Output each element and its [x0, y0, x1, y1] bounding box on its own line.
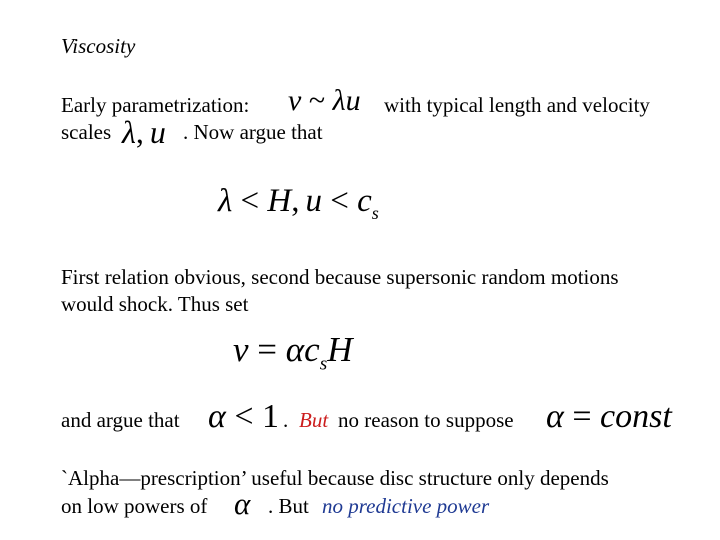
sim-symbol: ~: [308, 84, 326, 117]
equals-symbol: =: [257, 330, 278, 369]
u-symbol: u: [149, 114, 166, 150]
less-than-symbol: <: [240, 183, 260, 219]
para4-line2-prefix: on low powers of: [61, 494, 208, 518]
comma: ,: [135, 114, 144, 150]
para3-but-emphasis: But: [299, 408, 329, 432]
subscript-s: s: [319, 353, 328, 375]
para4-no-predictive-emphasis: no predictive power: [322, 494, 490, 518]
para1-line2-prefix: scales: [61, 120, 112, 144]
H-symbol: H: [327, 330, 353, 369]
equation-inequalities: [218, 182, 379, 232]
alpha-symbol: α: [285, 330, 305, 369]
equation-nu-sim-lambda-u: [288, 84, 361, 118]
para1-line1-suffix: with typical length and velocity: [384, 93, 650, 117]
para1-line1-prefix: Early parametrization:: [61, 93, 250, 117]
para3-dot: .: [283, 408, 289, 432]
less-than-symbol: <: [234, 398, 254, 435]
lambda-symbol: λ: [332, 84, 346, 117]
para1-line2-suffix: . Now argue that: [183, 120, 323, 144]
u-symbol: u: [305, 183, 323, 219]
lambda-symbol: λ: [122, 114, 136, 150]
less-than-symbol: <: [330, 183, 349, 219]
para4-line2-mid: . But: [268, 494, 309, 518]
const-text: const: [600, 398, 672, 435]
equation-lambda-u: [122, 114, 166, 150]
c-symbol: c: [304, 330, 320, 369]
alpha-symbol: α: [546, 398, 564, 435]
para3-prefix: and argue that: [61, 408, 180, 432]
subscript-s: s: [371, 203, 379, 224]
comma: ,: [291, 183, 300, 219]
lambda-symbol: λ: [218, 183, 233, 219]
H-symbol: H: [267, 183, 292, 219]
para2-line1: First relation obvious, second because supersonic random motions: [61, 265, 619, 289]
one-digit: 1: [262, 398, 280, 435]
equation-alpha-const: [546, 397, 672, 437]
equals-symbol: =: [572, 398, 592, 435]
equation-nu-alpha-cs-H: [233, 330, 353, 385]
u-symbol: u: [345, 84, 361, 117]
para3-middle: no reason to suppose: [338, 408, 514, 432]
alpha-symbol: α: [234, 486, 251, 521]
alpha-symbol: α: [208, 398, 226, 435]
nu-symbol: ν: [288, 84, 302, 117]
equation-alpha-lt-1: [208, 397, 279, 437]
para2-line2: would shock. Thus set: [61, 292, 249, 316]
nu-symbol: ν: [233, 330, 249, 369]
slide-title: Viscosity: [61, 34, 136, 58]
c-symbol: c: [357, 183, 372, 219]
para4-line1: `Alpha—prescription’ useful because disc structure only depends: [61, 466, 609, 490]
